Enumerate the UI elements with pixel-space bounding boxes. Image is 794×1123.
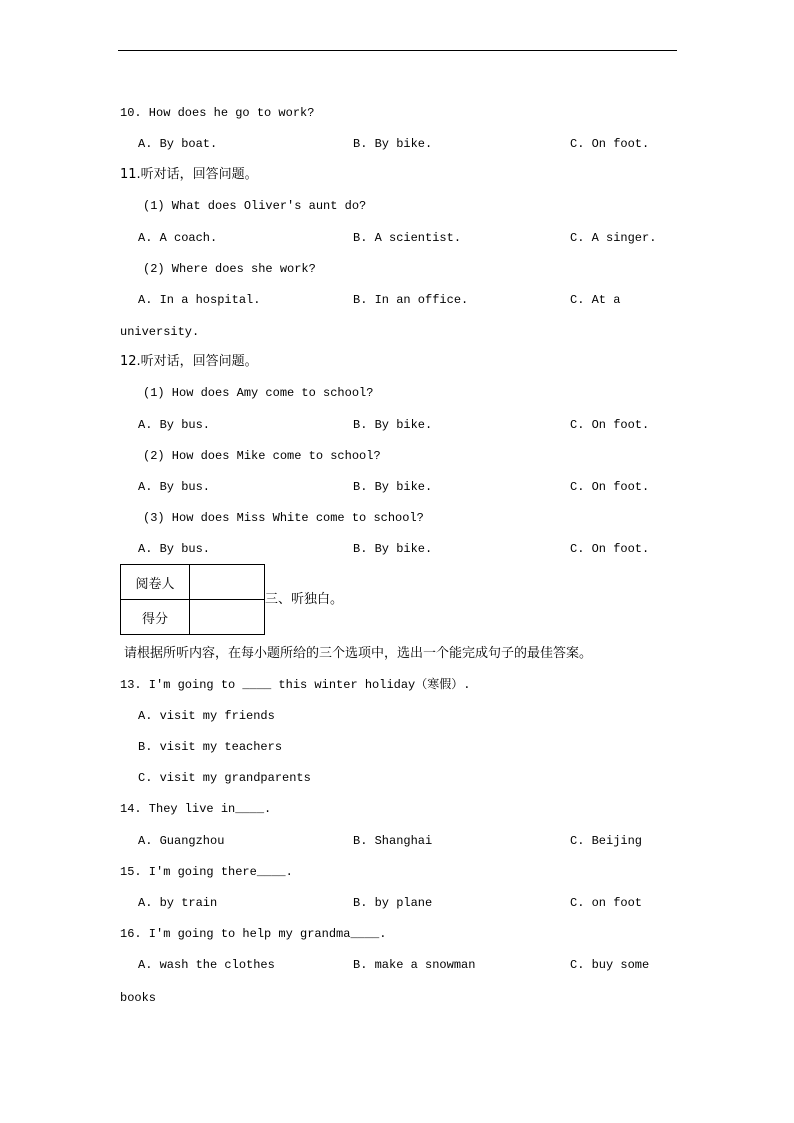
- header-rule: [118, 50, 677, 51]
- option-c: C. A singer.: [570, 231, 657, 245]
- question-12: 12.听对话，回答问题。: [120, 354, 258, 369]
- option-b: B. visit my teachers: [138, 740, 283, 754]
- option-a: A. By bus.: [138, 418, 211, 432]
- option-b: B. In an office.: [353, 293, 469, 307]
- option-c: C. visit my grandparents: [138, 771, 311, 785]
- sub-question: (1) How does Amy come to school?: [143, 386, 374, 400]
- option-b: B. By bike.: [353, 137, 433, 151]
- option-c: C. On foot.: [570, 542, 650, 556]
- question-14: 14. They live in____.: [120, 802, 272, 816]
- option-c: C. buy some: [570, 958, 650, 972]
- option-a: A. A coach.: [138, 231, 218, 245]
- score-field: [190, 600, 265, 635]
- option-a: A. In a hospital.: [138, 293, 261, 307]
- option-a: A. by train: [138, 896, 218, 910]
- sub-question: (3) How does Miss White come to school?: [143, 511, 424, 525]
- sub-question: (2) How does Mike come to school?: [143, 449, 381, 463]
- sub-question: (2) Where does she work?: [143, 262, 316, 276]
- question-15: 15. I'm going there____.: [120, 865, 293, 879]
- option-a: A. Guangzhou: [138, 834, 225, 848]
- option-a: A. By bus.: [138, 542, 211, 556]
- option-b: B. By bike.: [353, 542, 433, 556]
- section-instruction: 请根据所听内容，在每小题所给的三个选项中，选出一个能完成句子的最佳答案。: [124, 646, 593, 661]
- question-10: 10. How does he go to work?: [120, 106, 315, 120]
- option-b: B. A scientist.: [353, 231, 462, 245]
- option-b: B. make a snowman: [353, 958, 476, 972]
- question-13: 13. I'm going to ____ this winter holiday（寒假）.: [120, 678, 471, 692]
- option-b: B. By bike.: [353, 418, 433, 432]
- option-b: B. by plane: [353, 896, 433, 910]
- sub-question: (1) What does Oliver's aunt do?: [143, 199, 367, 213]
- question-16: 16. I'm going to help my grandma____.: [120, 927, 387, 941]
- option-a: A. By boat.: [138, 137, 218, 151]
- option-a: A. wash the clothes: [138, 958, 275, 972]
- option-wrap: university.: [120, 325, 200, 339]
- option-c: C. On foot.: [570, 418, 650, 432]
- option-c: C. On foot.: [570, 137, 650, 151]
- option-b: B. By bike.: [353, 480, 433, 494]
- reviewer-field: [190, 565, 265, 600]
- score-label: 得分: [121, 600, 190, 635]
- option-a: A. By bus.: [138, 480, 211, 494]
- reviewer-label: 阅卷人: [121, 565, 190, 600]
- question-11: 11.听对话，回答问题。: [120, 167, 258, 182]
- option-c: C. Beijing: [570, 834, 643, 848]
- option-b: B. Shanghai: [353, 834, 433, 848]
- section-title: 三、听独白。: [265, 592, 344, 607]
- score-table: [120, 564, 265, 635]
- option-c: C. On foot.: [570, 480, 650, 494]
- option-a: A. visit my friends: [138, 709, 275, 723]
- option-c: C. on foot: [570, 896, 643, 910]
- option-wrap: books: [120, 991, 157, 1005]
- option-c: C. At a: [570, 293, 621, 307]
